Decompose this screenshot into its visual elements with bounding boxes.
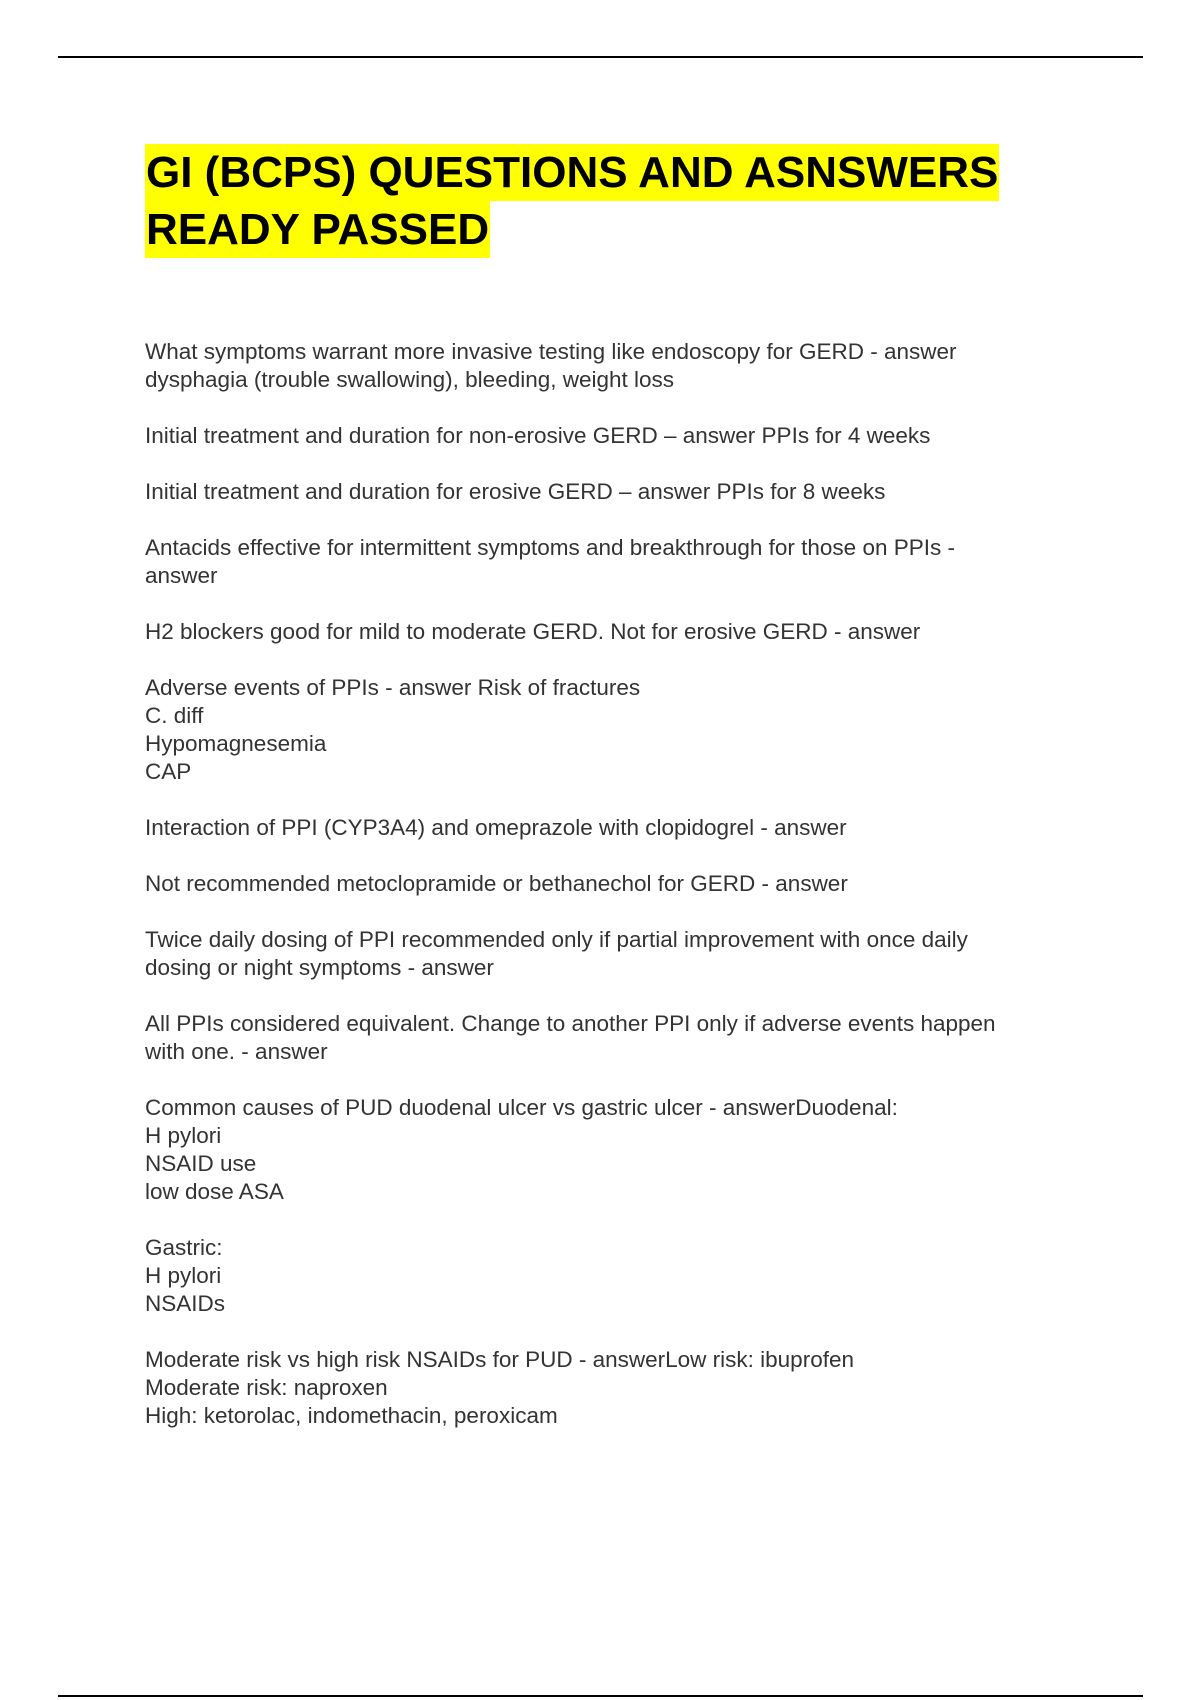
qa-entry bbox=[145, 870, 1105, 898]
qa-entry bbox=[145, 814, 1105, 842]
qa-line: Antacids effective for intermittent symptoms and breakthrough for those on PPIs - bbox=[145, 535, 955, 560]
qa-entry bbox=[145, 478, 1105, 506]
bottom-rule bbox=[58, 1695, 1143, 1697]
qa-line: Initial treatment and duration for erosive GERD – answer PPIs for 8 weeks bbox=[145, 479, 886, 504]
qa-line: What symptoms warrant more invasive testing like endoscopy for GERD - answer bbox=[145, 339, 957, 364]
qa-line: Common causes of PUD duodenal ulcer vs gastric ulcer - answerDuodenal: bbox=[145, 1095, 898, 1120]
qa-entry bbox=[145, 1234, 1105, 1318]
qa-line: H pylori bbox=[145, 1123, 222, 1148]
qa-line: answer bbox=[145, 563, 218, 588]
qa-line: Interaction of PPI (CYP3A4) and omeprazole with clopidogrel - answer bbox=[145, 815, 847, 840]
qa-entry bbox=[145, 674, 1105, 786]
qa-entry bbox=[145, 534, 1105, 590]
qa-line: Moderate risk: naproxen bbox=[145, 1375, 388, 1400]
qa-line: NSAID use bbox=[145, 1151, 257, 1176]
qa-line: Initial treatment and duration for non-erosive GERD – answer PPIs for 4 weeks bbox=[145, 423, 931, 448]
top-rule bbox=[58, 56, 1143, 58]
qa-line: All PPIs considered equivalent. Change to another PPI only if adverse events happen bbox=[145, 1011, 996, 1036]
qa-line: dosing or night symptoms - answer bbox=[145, 955, 494, 980]
qa-line: C. diff bbox=[145, 703, 204, 728]
qa-entry bbox=[145, 1346, 1105, 1430]
title-line-1: GI (BCPS) QUESTIONS AND ASNSWERS bbox=[145, 144, 999, 201]
qa-line: H pylori bbox=[145, 1263, 222, 1288]
qa-line: NSAIDs bbox=[145, 1291, 226, 1316]
qa-line: Hypomagnesemia bbox=[145, 731, 327, 756]
qa-entry bbox=[145, 926, 1105, 982]
qa-line: dysphagia (trouble swallowing), bleeding, weight loss bbox=[145, 367, 675, 392]
qa-line: Not recommended metoclopramide or bethanechol for GERD - answer bbox=[145, 871, 848, 896]
qa-line: low dose ASA bbox=[145, 1179, 284, 1204]
qa-entry bbox=[145, 618, 1105, 646]
qa-entry bbox=[145, 338, 1105, 394]
qa-line: Adverse events of PPIs - answer Risk of fractures bbox=[145, 675, 641, 700]
qa-line: CAP bbox=[145, 759, 192, 784]
page-title bbox=[145, 144, 1105, 258]
qa-line: High: ketorolac, indomethacin, peroxicam bbox=[145, 1403, 558, 1428]
qa-line: Twice daily dosing of PPI recommended only if partial improvement with once daily bbox=[145, 927, 968, 952]
qa-line: H2 blockers good for mild to moderate GERD. Not for erosive GERD - answer bbox=[145, 619, 921, 644]
qa-entry bbox=[145, 422, 1105, 450]
qa-line: with one. - answer bbox=[145, 1039, 328, 1064]
title-line-2: READY PASSED bbox=[145, 201, 490, 258]
qa-entry bbox=[145, 1094, 1105, 1206]
qa-entry bbox=[145, 1010, 1105, 1066]
qa-line: Moderate risk vs high risk NSAIDs for PUD - answerLow risk: ibuprofen bbox=[145, 1347, 854, 1372]
qa-list bbox=[145, 338, 1105, 1458]
qa-line: Gastric: bbox=[145, 1235, 223, 1260]
